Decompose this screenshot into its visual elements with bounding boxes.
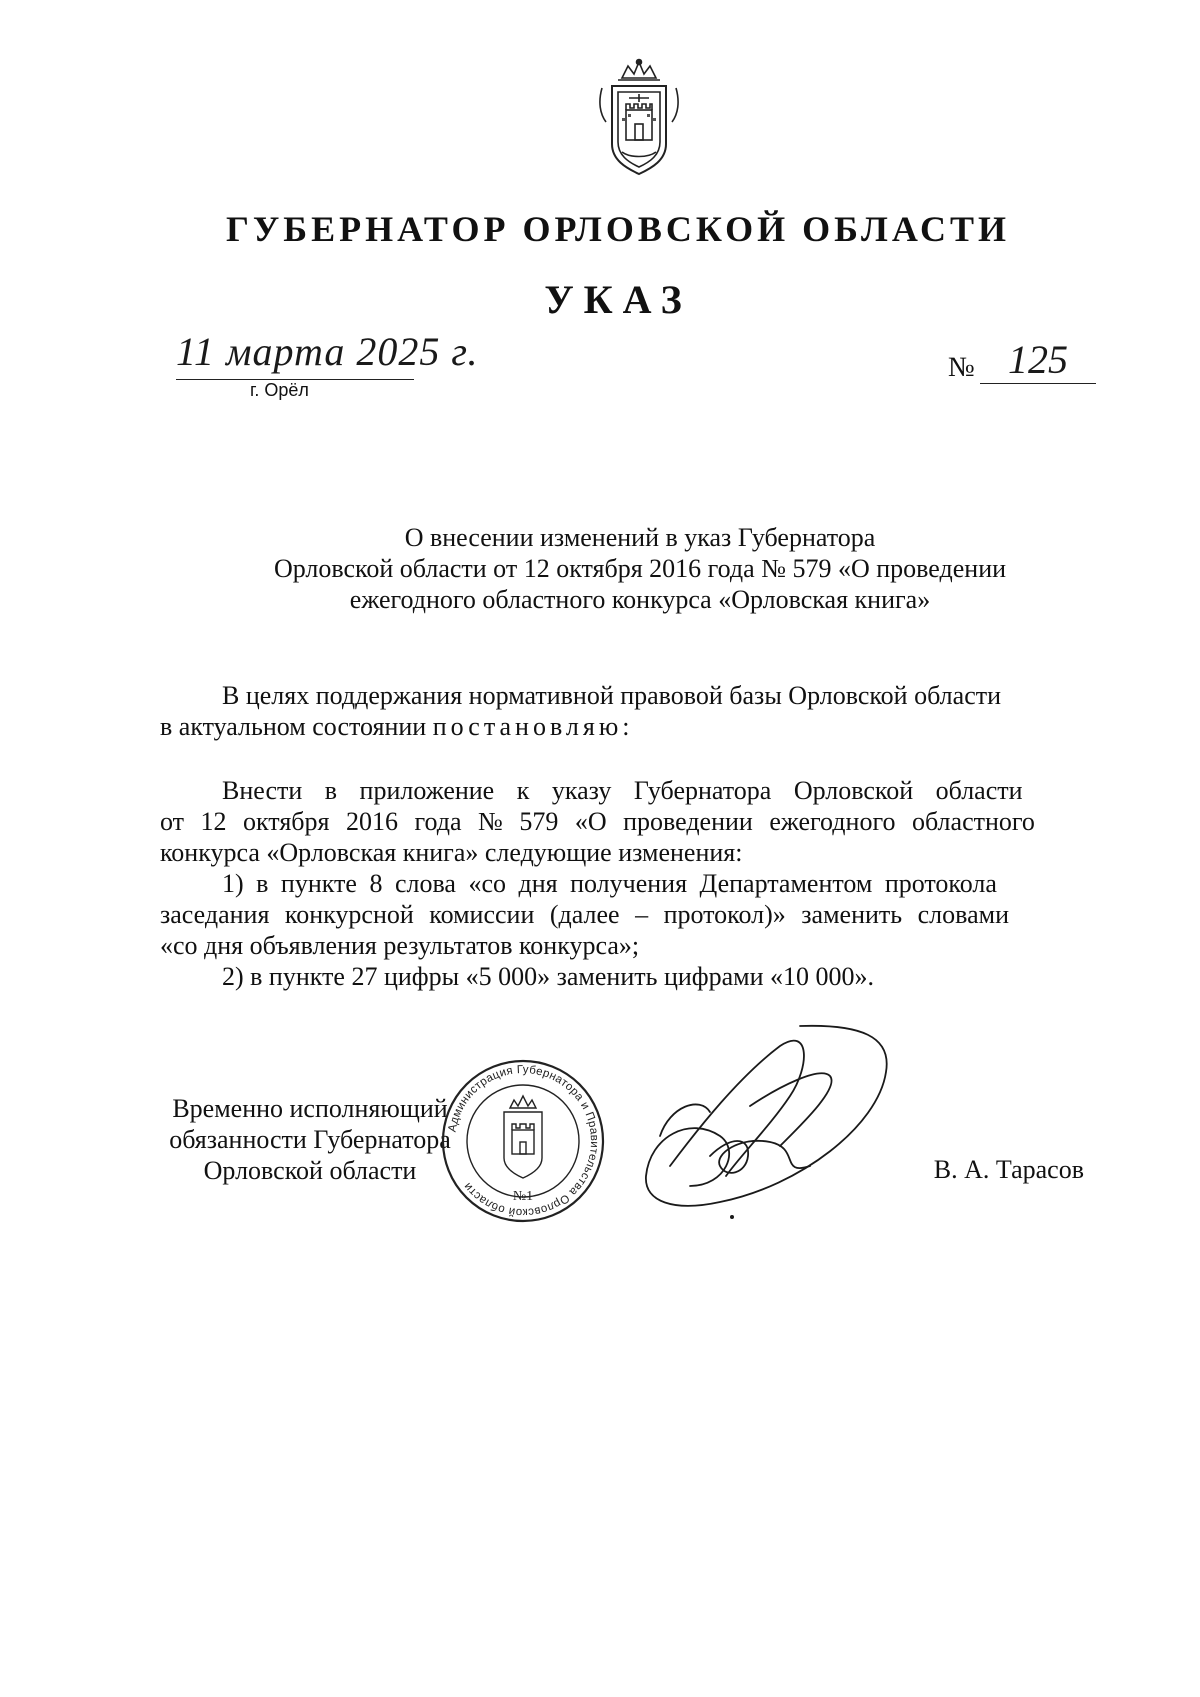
issuing-authority: ГУБЕРНАТОР ОРЛОВСКОЙ ОБЛАСТИ: [225, 209, 1011, 249]
body-line-item-1: 1) в пункте 8 слова «со дня получения Департаментом протокола: [222, 869, 997, 898]
number-underline: [980, 383, 1096, 384]
document-subject: [160, 522, 1120, 615]
signatory-position: [150, 1093, 470, 1186]
city-label: г. Орёл: [250, 380, 309, 400]
body-line: заседания конкурсной комиссии (далее – протокол)» заменить словами: [160, 900, 1009, 929]
subject-line: ежегодного областного конкурса «Орловская книга»: [349, 585, 931, 614]
body-line: от 12 октября 2016 года № 579 «О проведении ежегодного областного: [160, 807, 1035, 836]
body-line: «со дня объявления результатов конкурса»;: [160, 931, 640, 960]
body-line-item-2: 2) в пункте 27 цифры «5 000» заменить цифрами «10 000».: [222, 962, 875, 991]
signatory-position-line: Орловской области: [203, 1156, 417, 1185]
seal-ring-text: Администрация Губернатора и Правительства Орловской области: [446, 1063, 601, 1219]
handwritten-signature: [630, 1016, 910, 1221]
preamble-paragraph: [160, 680, 1084, 742]
signatory-position-line: Временно исполняющий: [172, 1094, 448, 1123]
date-handwritten: 11 марта 2025 г.: [176, 329, 479, 374]
body-line: конкурса «Орловская книга» следующие изменения:: [160, 838, 743, 867]
document-type: УКАЗ: [544, 277, 692, 322]
body-line: Внести в приложение к указу Губернатора Орловской области: [222, 776, 1023, 805]
signatory-name: В. А. Тарасов: [933, 1155, 1084, 1184]
signatory-position-line: обязанности Губернатора: [169, 1125, 451, 1154]
subject-line: Орловской области от 12 октября 2016 года № 579 «О проведении: [273, 554, 1007, 583]
subject-line: О внесении изменений в указ Губернатора: [404, 523, 876, 552]
preamble-line: в актуальном состоянии: [160, 712, 427, 741]
preamble-decree-word: постановляю:: [432, 712, 634, 741]
preamble-line: В целях поддержания нормативной правовой базы Орловской области: [222, 681, 1002, 710]
official-seal-stamp: [440, 1058, 606, 1224]
seal-number: №1: [512, 1189, 534, 1204]
body-text: [160, 775, 1084, 992]
document-number-handwritten: 125: [1008, 337, 1068, 382]
coat-of-arms-emblem: [592, 58, 686, 180]
number-sign: №: [948, 352, 975, 383]
